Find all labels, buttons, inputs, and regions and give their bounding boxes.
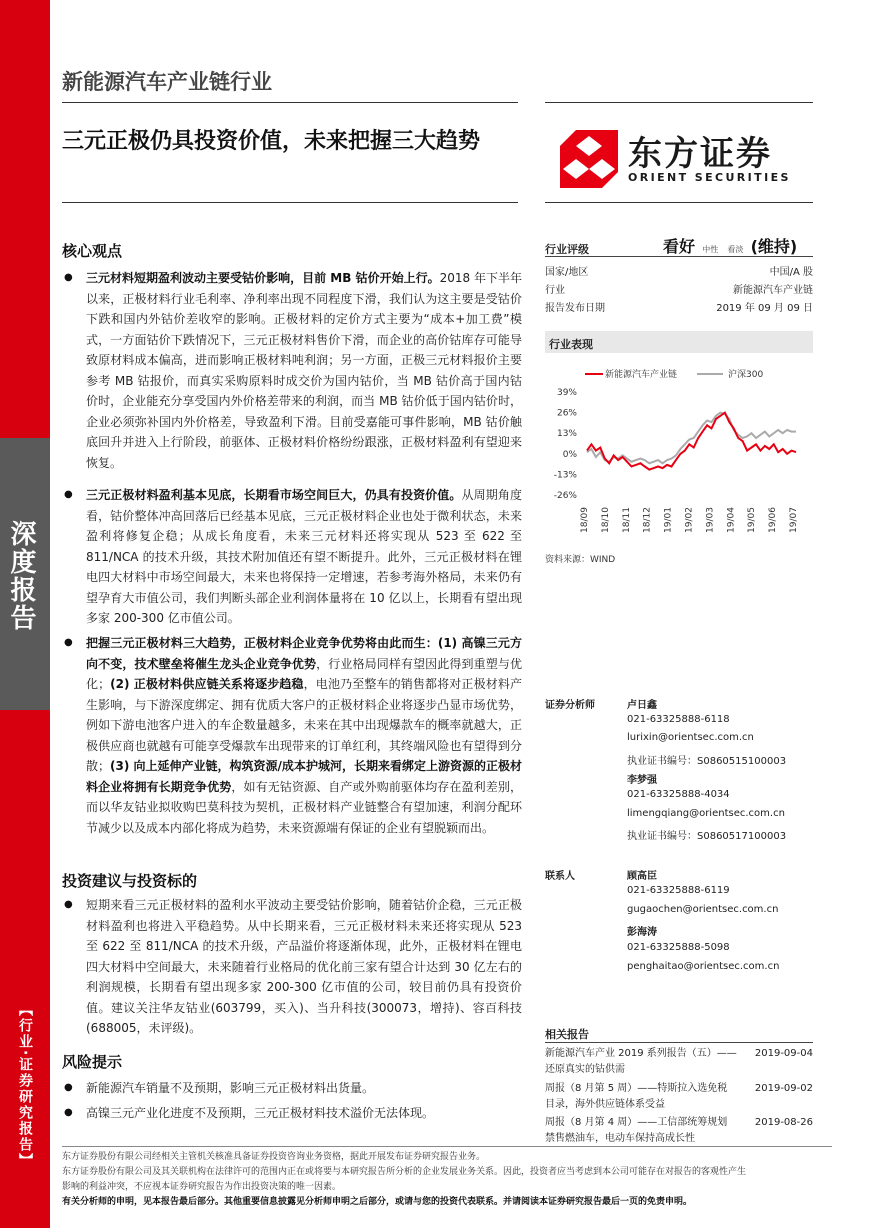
chart-source: 资料来源：WIND xyxy=(545,555,616,565)
core-p1-body: 2018 年下半年以来，正极材料行业毛利率、净利率出现不同程度下滑，我们认为这主要是受钴价下跌和国内外钴价差收窄的影响。正极材料的定价方式主要为“成本+加工费”模式，一方面钴价下跌情况下，三元正极材料售价下滑，而企业的高价钴库存可能导致原材料成本偏高，进而影响正极材料吨利润；另一方面，正极三元材料报价主要参考 MB 钴报价，而真实采购原料时成交价为国内钴价，当 MB 钴价高于国内钴价时，企业能充分享受国内外价格差带来的利润，而当 MB 钴价低于国内钴价时，企业必须弥补国内外价格差，导致盈利下滑。目前受嘉能可事件影响，MB 钴价触底回升并进入上行阶段，前驱体、正极材料价格纷纷跟涨，正极材料盈利有望迎来恢复。 xyxy=(86,271,523,470)
logo-text-en: ORIENT SECURITIES xyxy=(628,171,791,184)
core-p3-body-2: ，电池乃至整车的销售都将对正极材料产生影响，与下游深度绑定、拥有优质大客户的正极材料企业将逐步凸显市场优势，例如下游电池客户进入的车企数量越多，未来在其中出现爆款车的概率就越大，正极供应商也就越有可能享受爆款车出现带来的订单红利，其终端风险也有望得到分散； xyxy=(86,677,522,773)
rating-bearish: 看淡 xyxy=(727,245,744,254)
core-paragraph-2 xyxy=(86,485,522,629)
performance-chart-svg xyxy=(545,360,813,550)
analyst-1-phone: 021-63325888-6118 xyxy=(627,714,730,725)
y-tick-label: 26% xyxy=(556,408,577,419)
date-label: 报告发布日期 xyxy=(545,303,605,314)
footer-line-2: 东方证券股份有限公司及其关联机构在法律许可的范围内正在或将要与本研究报告所分析的企业发展业务关系。因此，投资者应当考虑到本公司可能存在对报告的客观性产生 xyxy=(62,1167,747,1177)
region-label: 国家/地区 xyxy=(545,267,589,278)
analyst-2-phone: 021-63325888-4034 xyxy=(627,789,730,800)
footer-line-3: 影响的利益冲突，不应视本证券研究报告为作出投资决策的唯一因素。 xyxy=(62,1182,342,1192)
risk-item-2: 高镍三元产业化进度不及预期，三元正极材料技术溢价无法体现。 xyxy=(86,1106,435,1120)
series-line xyxy=(587,413,796,470)
core-p3-lead-1: 把握三元正极材料三大趋势，正极材料企业竞争优势将由此而生：(1) 高镍三元方向不变，技术壁垒将催生龙头企业竞争优势 xyxy=(86,636,522,671)
analyst-2-cert: 执业证书编号：S0860517100003 xyxy=(627,831,787,842)
analyst-1-name: 卢日鑫 xyxy=(627,700,657,711)
x-tick-label: 19/07 xyxy=(789,507,799,533)
y-tick-label: 39% xyxy=(556,388,577,398)
section-core-heading: 核心观点 xyxy=(62,242,123,260)
footer xyxy=(62,1150,832,1210)
analyst-1-cert: 执业证书编号：S0860515100003 xyxy=(627,756,787,767)
related-report-1-title-b: 还原真实的钴供需 xyxy=(545,1064,625,1075)
contact-1-name: 顾高臣 xyxy=(627,871,657,882)
risk-item-1: 新能源汽车销量不及预期，影响三元正极材料出货量。 xyxy=(86,1081,375,1095)
related-report-2-date: 2019-09-02 xyxy=(754,1083,813,1094)
performance-chart xyxy=(545,360,813,560)
date-value: 2019 年 09 月 09 日 xyxy=(716,303,813,314)
y-tick-label: 13% xyxy=(556,429,577,440)
bullet-icon: ● xyxy=(64,272,73,283)
related-report-2[interactable] xyxy=(545,1081,813,1113)
analyst-2-name: 李梦强 xyxy=(627,775,657,786)
bullet-icon: ● xyxy=(64,489,73,500)
footer-line-1: 东方证券股份有限公司经相关主管机关核准具备证券投资咨询业务资格，据此开展发布证券研究报告业务。 xyxy=(62,1152,486,1162)
x-tick-label: 19/03 xyxy=(705,507,716,533)
x-tick-label: 19/02 xyxy=(684,507,695,533)
page-title: 三元正极仍具投资价值，未来把握三大趋势 xyxy=(62,129,481,154)
category-label: 【行业·证券研究报告】 xyxy=(17,1002,33,1170)
x-tick-label: 19/01 xyxy=(663,507,674,533)
industry-value: 新能源汽车产业链 xyxy=(733,285,813,296)
sidebar-red-band-top xyxy=(0,0,50,438)
x-tick-label: 18/10 xyxy=(600,507,611,533)
related-report-3-date: 2019-08-26 xyxy=(754,1117,813,1128)
x-tick-label: 19/05 xyxy=(747,507,758,533)
footer-line-4: 有关分析师的申明，见本报告最后部分。其他重要信息披露见分析师申明之后部分，或请与您的投资代表联系。并请阅读本证券研究报告最后一页的免责申明。 xyxy=(62,1197,693,1207)
legend-label-index: 沪深300 xyxy=(728,370,764,380)
rating-values xyxy=(663,234,797,257)
title-rule xyxy=(62,202,518,203)
contact-label: 联系人 xyxy=(545,871,575,882)
contact-2-phone: 021-63325888-5098 xyxy=(627,942,730,953)
analyst-2-email[interactable]: limengqiang@orientsec.com.cn xyxy=(627,808,785,819)
related-report-1-date: 2019-09-04 xyxy=(754,1048,813,1059)
rating-rule xyxy=(545,256,813,257)
sidebar xyxy=(0,0,50,1228)
x-tick-label: 19/06 xyxy=(768,507,779,533)
contact-2-name: 彭海涛 xyxy=(627,927,657,938)
x-tick-label: 18/09 xyxy=(580,507,590,533)
legend-label-industry: 新能源汽车产业链 xyxy=(605,370,678,380)
industry-header: 新能源汽车产业链行业 xyxy=(62,70,272,94)
core-p3-body-3: ，如有无钴资源、自产或外购前驱体均存在盈利差别，而以华友钴业拟收购巴莫科技为契机，正极材料产业链整合有望加速，利润分配环节减少以及成本内部化将成为趋势，未来资源端有保证的企业有望脱颖而出。 xyxy=(86,779,522,835)
rating-value: 看好 xyxy=(663,237,696,256)
contact-1-email[interactable]: gugaochen@orientsec.com.cn xyxy=(627,904,779,915)
performance-label: 行业表现 xyxy=(545,331,813,353)
industry-label: 行业 xyxy=(545,285,565,296)
header-rule xyxy=(62,102,518,103)
core-p1-lead: 三元材料短期盈利波动主要受钴价影响，目前 MB 钴价开始上行。 xyxy=(86,271,440,285)
invest-paragraph: 短期来看三元正极材料的盈利水平波动主要受钴价影响，随着钴价企稳，三元正极材料盈利也将进入平稳趋势。从中长期来看，三元正极材料未来还将实现从 523 至 622 至 811/NCA 的技术升级，产品溢价将逐渐体现，此外，正极材料在锂电四大材料中空间最大，未来随着行业格局的优化前三家有望合计达到 30 亿左右的利润规模，长期看有望出现多家 200-300 亿市值的公司，较目前仍具有投资价值。建议关注华友钴业(603799，买入)、当升科技(300073，增持)、容百科技(688005，未评级)。 xyxy=(86,898,522,1035)
rating-neutral: 中性 xyxy=(702,245,719,254)
related-report-3-title-b: 禁售燃油车，电动车保持高成长性 xyxy=(545,1133,695,1144)
region-value: 中国/A 股 xyxy=(769,267,813,278)
related-report-1[interactable] xyxy=(545,1046,813,1078)
related-report-1-title-a: 新能源汽车产业 2019 系列报告（五）—— xyxy=(545,1048,737,1059)
section-risk-heading: 风险提示 xyxy=(62,1053,123,1071)
rating-label: 行业评级 xyxy=(545,243,589,256)
analyst-1-email[interactable]: lurixin@orientsec.com.cn xyxy=(627,732,754,743)
related-rule xyxy=(545,1042,813,1043)
deep-report-label: 深度报告 xyxy=(6,520,36,632)
header-rule-right xyxy=(545,102,813,103)
section-invest-heading: 投资建议与投资标的 xyxy=(62,872,198,890)
core-paragraph-3 xyxy=(86,633,522,838)
y-tick-label: 0% xyxy=(562,449,577,460)
bullet-icon: ● xyxy=(64,637,73,648)
rating-keep: (维持) xyxy=(750,237,798,256)
related-report-3[interactable] xyxy=(545,1115,813,1147)
contact-2-email[interactable]: penghaitao@orientsec.com.cn xyxy=(627,961,780,972)
core-p2-lead: 三元正极材料盈利基本见底，长期看市场空间巨大，仍具有投资价值。 xyxy=(86,488,462,502)
x-tick-label: 18/12 xyxy=(642,507,653,533)
core-p3-lead-2: (2) 正极材料供应链关系将逐步趋稳 xyxy=(110,677,304,691)
series-line xyxy=(587,413,796,464)
core-p3-lead-3: (3) 向上延伸产业链，构筑资源/成本护城河，长期来看绑定上游资源的正极材料企业将拥有长期竞争优势 xyxy=(86,759,522,794)
related-heading: 相关报告 xyxy=(545,1028,589,1041)
y-tick-label: -26% xyxy=(553,491,577,501)
title-rule-right xyxy=(545,202,813,203)
related-report-2-title-b: 目录，海外供应链体系受益 xyxy=(545,1099,665,1110)
analyst-label: 证券分析师 xyxy=(545,700,595,711)
x-tick-label: 19/04 xyxy=(726,507,737,533)
core-paragraph-1 xyxy=(86,268,522,473)
y-tick-label: -13% xyxy=(553,470,577,481)
bullet-icon: ● xyxy=(64,899,73,910)
core-p3-body-1: ，行业格局同样有望因此得到重塑与优化； xyxy=(86,656,522,691)
related-report-3-title-a: 周报（8 月第 4 周）——工信部统筹规划 xyxy=(545,1117,728,1128)
bullet-icon: ● xyxy=(64,1082,73,1093)
logo-text-cn: 东方证券 xyxy=(628,134,772,174)
related-report-2-title-a: 周报（8 月第 5 周）——特斯拉入选免税 xyxy=(545,1083,728,1094)
x-tick-label: 18/11 xyxy=(621,507,632,533)
footer-rule xyxy=(62,1146,832,1147)
orient-logo-icon xyxy=(556,126,622,192)
bullet-icon: ● xyxy=(64,1107,73,1118)
contact-1-phone: 021-63325888-6119 xyxy=(627,885,730,896)
core-p2-body: 从周期角度看，钴价整体冲高回落后已经基本见底，三元正极材料企业也处于微利状态，未来盈利将修复企稳；从成长角度看，未来三元材料还将实现从 523 至 622 至 811/NCA 的技术升级，其技术附加值还有望不断提升。此外，三元正极材料在锂电四大材料中市场空间最大，未来也将保持一定增速，若参考海外格局，未来仍有望孕育大市值公司，我们判断头部企业利润体量将在 10 亿以上，长期看有望出现多家 200-300 亿市值公司。 xyxy=(86,488,522,625)
